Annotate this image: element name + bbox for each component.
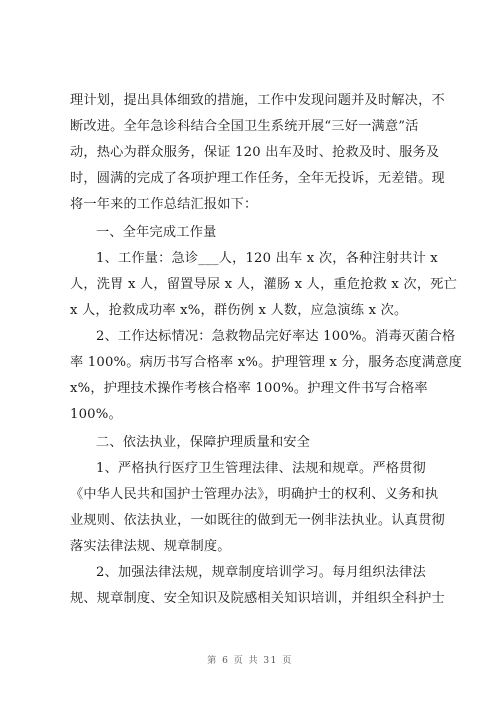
text-line: 1、严格执行医疗卫生管理法律、法规和规章。严格贯彻 xyxy=(96,461,426,476)
text-line: 100%。 xyxy=(70,407,122,422)
section-heading: 一、全年完成工作量 xyxy=(96,225,217,240)
text-line: 将一年来的工作总结汇报如下： xyxy=(70,197,258,212)
text-line: 规、规章制度、安全知识及院感相关知识培训，并组织全科护士 xyxy=(70,591,445,606)
text-line: 时，圆满的完成了各项护理工作任务，全年无投诉，无差错。现 xyxy=(70,171,445,186)
text-line: 2、加强法律法规，规章制度培训学习。每月组织法律法 xyxy=(96,565,426,580)
text-line: 2、工作达标情况：急救物品完好率达 100%。消毒灭菌合格 xyxy=(96,329,456,344)
text-line: x 人，抢救成功率 x%，群伤例 x 人数，应急演练 x 次。 xyxy=(70,303,408,318)
text-line: 《中华人民共和国护士管理办法》，明确护士的权利、义务和执 xyxy=(70,487,439,502)
text-line: 业规则、依法执业，一如既往的做到无一例非法执业。认真贯彻 xyxy=(70,513,445,528)
text-line: 率 100%。病历书写合格率 x%。护理管理 x 分，服务态度满意度 xyxy=(70,355,462,370)
text-line: 人，洗胃 x 人，留置导尿 x 人，灌肠 x 人，重危抢救 x 次，死亡 xyxy=(70,277,457,292)
text-line: x%，护理技术操作考核合格率 100%。护理文件书写合格率 xyxy=(70,381,428,396)
section-heading: 二、依法执业，保障护理质量和安全 xyxy=(96,435,311,450)
text-line: 落实法律法规、规章制度。 xyxy=(70,539,231,554)
text-line: 理计划，提出具体细致的措施，工作中发现问题并及时解决，不 xyxy=(70,93,445,108)
text-line: 1、工作量：急诊___人，120 出车 x 次，各种注射共计 x xyxy=(96,251,438,266)
text-line: 断改进。全年急诊科结合全国卫生系统开展“三好一满意”活 xyxy=(70,119,419,134)
document-body xyxy=(70,88,462,612)
text-line: 动，热心为群众服务，保证 120 出车及时、抢救及时、服务及 xyxy=(70,145,440,160)
page-number-footer: 第 6 页 共 31 页 xyxy=(207,656,293,666)
